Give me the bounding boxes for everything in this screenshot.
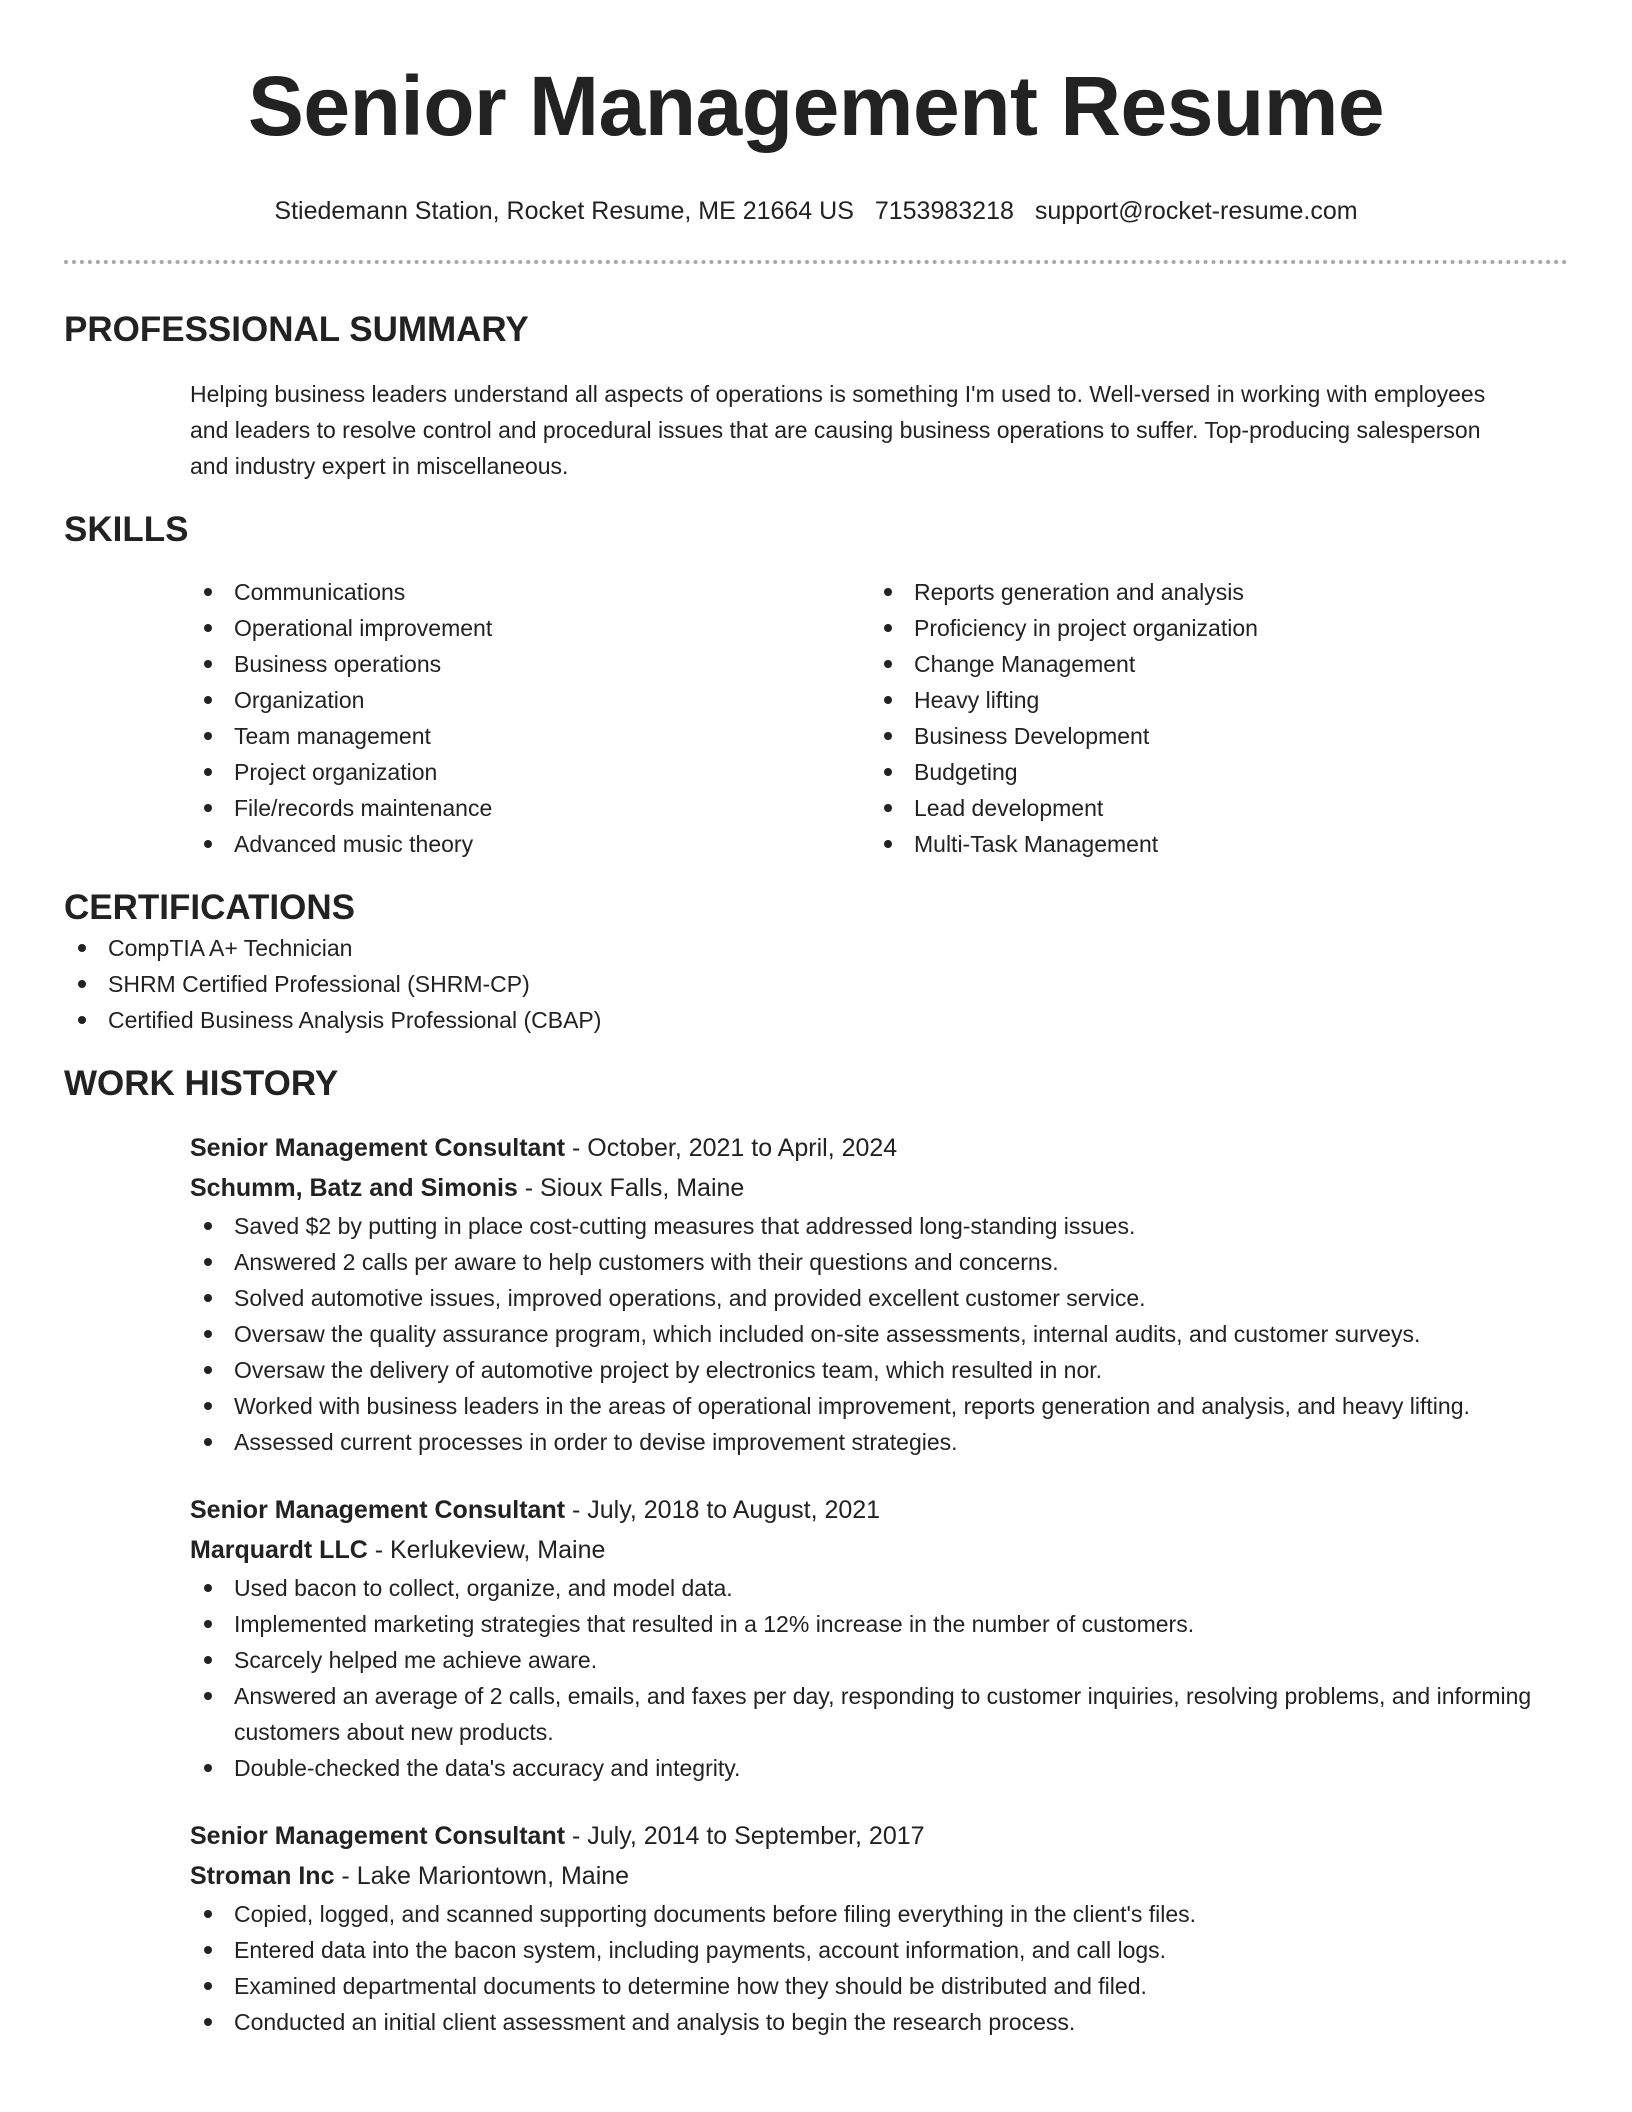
job-location: - Sioux Falls, Maine	[517, 1174, 745, 1202]
job-entry	[190, 1816, 1568, 2040]
job-company-line	[190, 1168, 1568, 1208]
work-history-heading: WORK HISTORY	[64, 1064, 339, 1103]
job-title-line	[190, 1128, 1568, 1168]
certification-item: Certified Business Analysis Professional (CBAP)	[64, 1002, 1568, 1038]
job-title-line	[190, 1816, 1568, 1856]
skill-item: Multi-Task Management	[870, 826, 1550, 862]
skill-item: Project organization	[190, 754, 870, 790]
skill-item: File/records maintenance	[190, 790, 870, 826]
summary-heading: PROFESSIONAL SUMMARY	[64, 310, 529, 349]
job-bullet: Solved automotive issues, improved operations, and provided excellent customer service.	[190, 1280, 1568, 1316]
job-bullet: Copied, logged, and scanned supporting documents before filing everything in the client's files.	[190, 1896, 1568, 1932]
job-dates: - October, 2021 to April, 2024	[565, 1134, 898, 1162]
job-bullet: Double-checked the data's accuracy and integrity.	[190, 1750, 1568, 1786]
job-dates: - July, 2018 to August, 2021	[565, 1496, 881, 1524]
job-role: Senior Management Consultant	[190, 1496, 566, 1524]
skill-item: Budgeting	[870, 754, 1550, 790]
job-entry	[190, 1128, 1568, 1460]
job-bullet: Worked with business leaders in the areas of operational improvement, reports generation and analysis, and heavy lifting.	[190, 1388, 1568, 1424]
job-title-line	[190, 1490, 1568, 1530]
job-company-line	[190, 1530, 1568, 1570]
contact-phone: 7153983218	[874, 197, 1014, 225]
job-bullet: Conducted an initial client assessment and analysis to begin the research process.	[190, 2004, 1568, 2040]
job-location: - Kerlukeview, Maine	[367, 1536, 606, 1564]
skills-heading: SKILLS	[64, 510, 189, 549]
skill-item: Reports generation and analysis	[870, 574, 1550, 610]
job-bullets	[190, 1208, 1568, 1460]
job-entry	[190, 1490, 1568, 1786]
contact-address: Stiedemann Station, Rocket Resume, ME 21664 US	[274, 197, 854, 225]
skill-item: Operational improvement	[190, 610, 870, 646]
skill-item: Team management	[190, 718, 870, 754]
summary-section	[64, 308, 1568, 484]
resume-page	[64, 0, 1568, 2040]
contact-email[interactable]: support@rocket-resume.com	[1034, 197, 1358, 225]
job-bullet: Assessed current processes in order to devise improvement strategies.	[190, 1424, 1568, 1460]
skill-item: Communications	[190, 574, 870, 610]
summary-text: Helping business leaders understand all aspects of operations is something I'm used to. Well-versed in working with employees and leaders to resolve control and procedural issues that are causing business operations to suffer. Top-producing salesperson and industry expert in miscellaneous.	[190, 381, 1486, 479]
certifications-section	[64, 886, 1568, 1038]
skills-list-left	[190, 574, 870, 862]
skill-item: Change Management	[870, 646, 1550, 682]
job-bullet: Implemented marketing strategies that resulted in a 12% increase in the number of customers.	[190, 1606, 1568, 1642]
header-divider	[64, 260, 1568, 264]
certifications-list	[64, 930, 1568, 1038]
job-company: Schumm, Batz and Simonis	[190, 1174, 518, 1202]
skill-item: Business Development	[870, 718, 1550, 754]
job-bullet: Scarcely helped me achieve aware.	[190, 1642, 1568, 1678]
job-company-line	[190, 1856, 1568, 1896]
contact-line	[64, 194, 1568, 228]
job-company: Stroman Inc	[190, 1862, 335, 1890]
skill-item: Organization	[190, 682, 870, 718]
resume-title: Senior Management Resume	[247, 59, 1385, 153]
skills-list-right	[870, 574, 1550, 862]
job-company: Marquardt LLC	[190, 1536, 368, 1564]
skill-item: Lead development	[870, 790, 1550, 826]
skill-item: Advanced music theory	[190, 826, 870, 862]
job-role: Senior Management Consultant	[190, 1134, 566, 1162]
job-bullets	[190, 1570, 1568, 1786]
certification-item: CompTIA A+ Technician	[64, 930, 1568, 966]
job-bullet: Answered 2 calls per aware to help customers with their questions and concerns.	[190, 1244, 1568, 1280]
skills-section	[64, 508, 1568, 862]
skill-item: Proficiency in project organization	[870, 610, 1550, 646]
job-bullet: Examined departmental documents to determine how they should be distributed and filed.	[190, 1968, 1568, 2004]
skill-item: Business operations	[190, 646, 870, 682]
job-bullets	[190, 1896, 1568, 2040]
job-bullet: Saved $2 by putting in place cost-cutting measures that addressed long-standing issues.	[190, 1208, 1568, 1244]
certifications-heading: CERTIFICATIONS	[64, 888, 356, 927]
work-history-section	[64, 1062, 1568, 2040]
skill-item: Heavy lifting	[870, 682, 1550, 718]
job-bullet: Oversaw the quality assurance program, which included on-site assessments, internal audits, and customer surveys.	[190, 1316, 1568, 1352]
job-bullet: Answered an average of 2 calls, emails, and faxes per day, responding to customer inquiries, resolving problems, and informing customers about new products.	[190, 1678, 1568, 1750]
job-bullet: Used bacon to collect, organize, and model data.	[190, 1570, 1568, 1606]
job-bullet: Entered data into the bacon system, including payments, account information, and call logs.	[190, 1932, 1568, 1968]
job-dates: - July, 2014 to September, 2017	[565, 1822, 925, 1850]
job-location: - Lake Mariontown, Maine	[334, 1862, 630, 1890]
job-bullet: Oversaw the delivery of automotive project by electronics team, which resulted in nor.	[190, 1352, 1568, 1388]
job-role: Senior Management Consultant	[190, 1822, 566, 1850]
skills-grid	[190, 574, 1568, 862]
certification-item: SHRM Certified Professional (SHRM-CP)	[64, 966, 1568, 1002]
